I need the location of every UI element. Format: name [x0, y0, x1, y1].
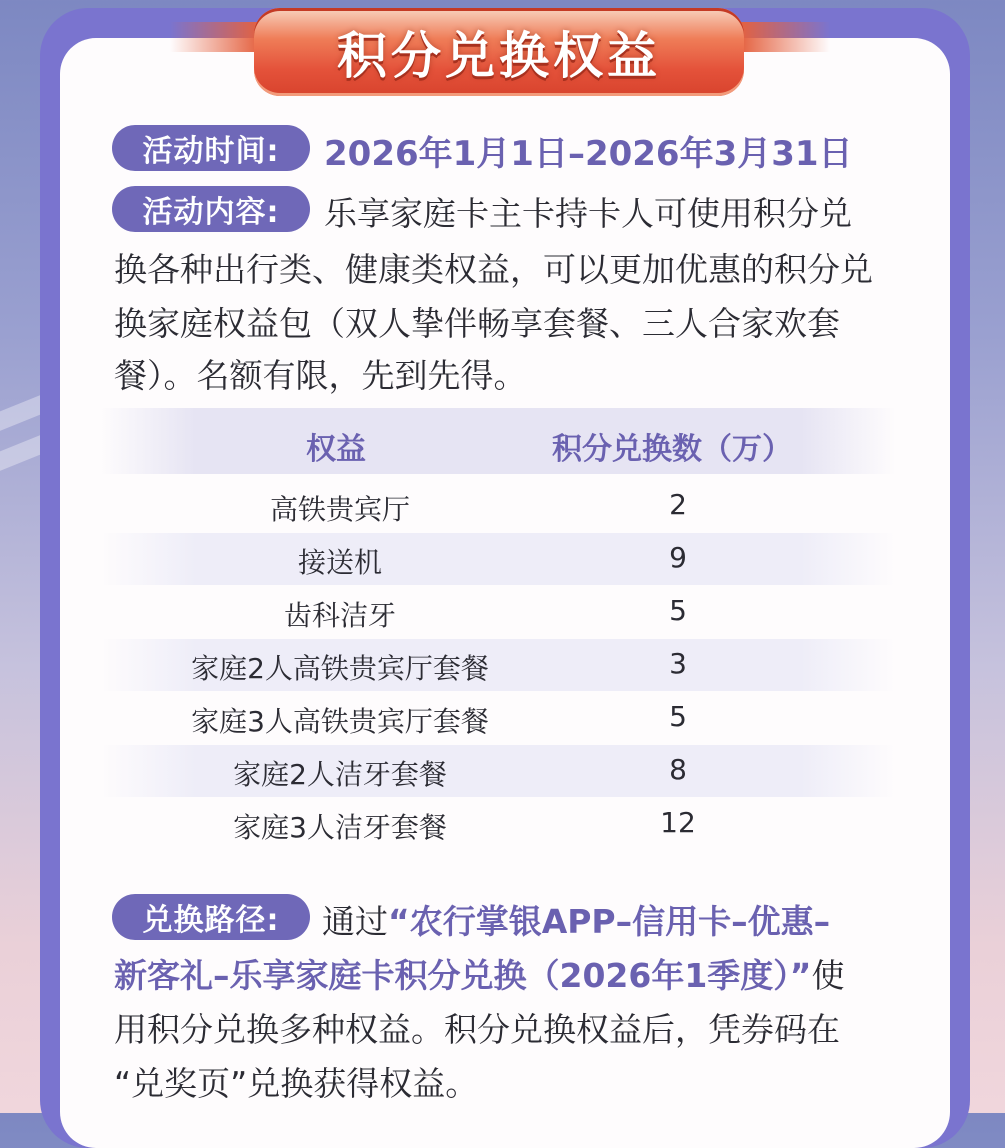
activity-time-value: 2026年1月1日–2026年3月31日: [324, 134, 853, 174]
column-header-benefit: 权益: [306, 432, 366, 467]
title-banner: [254, 8, 744, 96]
benefit-name: 齿科洁牙: [283, 599, 396, 632]
table-row: [100, 480, 896, 532]
page-title: 积分兑换权益: [337, 27, 661, 85]
title-ribbon-left: [170, 22, 260, 52]
benefit-points: 3: [669, 647, 687, 680]
benefit-points: 9: [669, 541, 687, 574]
table-row: [100, 798, 896, 850]
benefit-name: 高铁贵宾厅: [269, 493, 410, 526]
title-ribbon-right: [740, 22, 830, 52]
redeem-path-line-1: [322, 896, 830, 943]
redeem-path-app-route: “农行掌银APP–信用卡–优惠–: [388, 902, 831, 941]
activity-content-line-4: 餐）。名额有限，先到先得。: [114, 356, 527, 395]
redeem-path-app-route-cont: 新客礼–乐享家庭卡积分兑换（2026年1季度）”: [114, 956, 812, 995]
activity-content-line-3: 换家庭权益包（双人挚伴畅享套餐、三人合家欢套: [114, 304, 840, 343]
benefit-points: 5: [669, 594, 687, 627]
benefit-name: 家庭3人洁牙套餐: [233, 811, 447, 844]
table-header: [100, 408, 896, 474]
activity-content-line-1: 乐享家庭卡主卡持卡人可使用积分兑: [324, 194, 852, 233]
table-row: [100, 586, 896, 638]
table-row: [100, 745, 896, 797]
column-header-points: 积分兑换数（万）: [552, 432, 792, 467]
table-row: [100, 692, 896, 744]
benefit-points: 5: [669, 700, 687, 733]
redeem-path-label: 兑换路径:: [112, 894, 310, 940]
activity-content-label: 活动内容:: [112, 186, 310, 232]
benefit-name: 家庭2人高铁贵宾厅套餐: [191, 652, 489, 685]
activity-time-label: 活动时间:: [112, 125, 310, 171]
activity-content-line-2: 换各种出行类、健康类权益，可以更加优惠的积分兑: [114, 250, 873, 289]
benefit-name: 接送机: [297, 546, 382, 579]
benefit-name: 家庭3人高铁贵宾厅套餐: [191, 705, 489, 738]
redeem-path-suffix: 使: [811, 956, 845, 995]
redeem-path-prefix: 通过: [322, 902, 388, 941]
table-row: [100, 639, 896, 691]
benefit-points: 2: [669, 488, 687, 521]
table-row: [100, 533, 896, 585]
redeem-path-line-4: “兑奖页”兑换获得权益。: [114, 1064, 479, 1103]
redeem-path-line-2: [114, 950, 845, 997]
benefit-points: 12: [660, 806, 696, 839]
redeem-path-line-3: 用积分兑换多种权益。积分兑换权益后，凭券码在: [114, 1010, 840, 1049]
benefit-points: 8: [669, 753, 687, 786]
benefit-name: 家庭2人洁牙套餐: [233, 758, 447, 791]
